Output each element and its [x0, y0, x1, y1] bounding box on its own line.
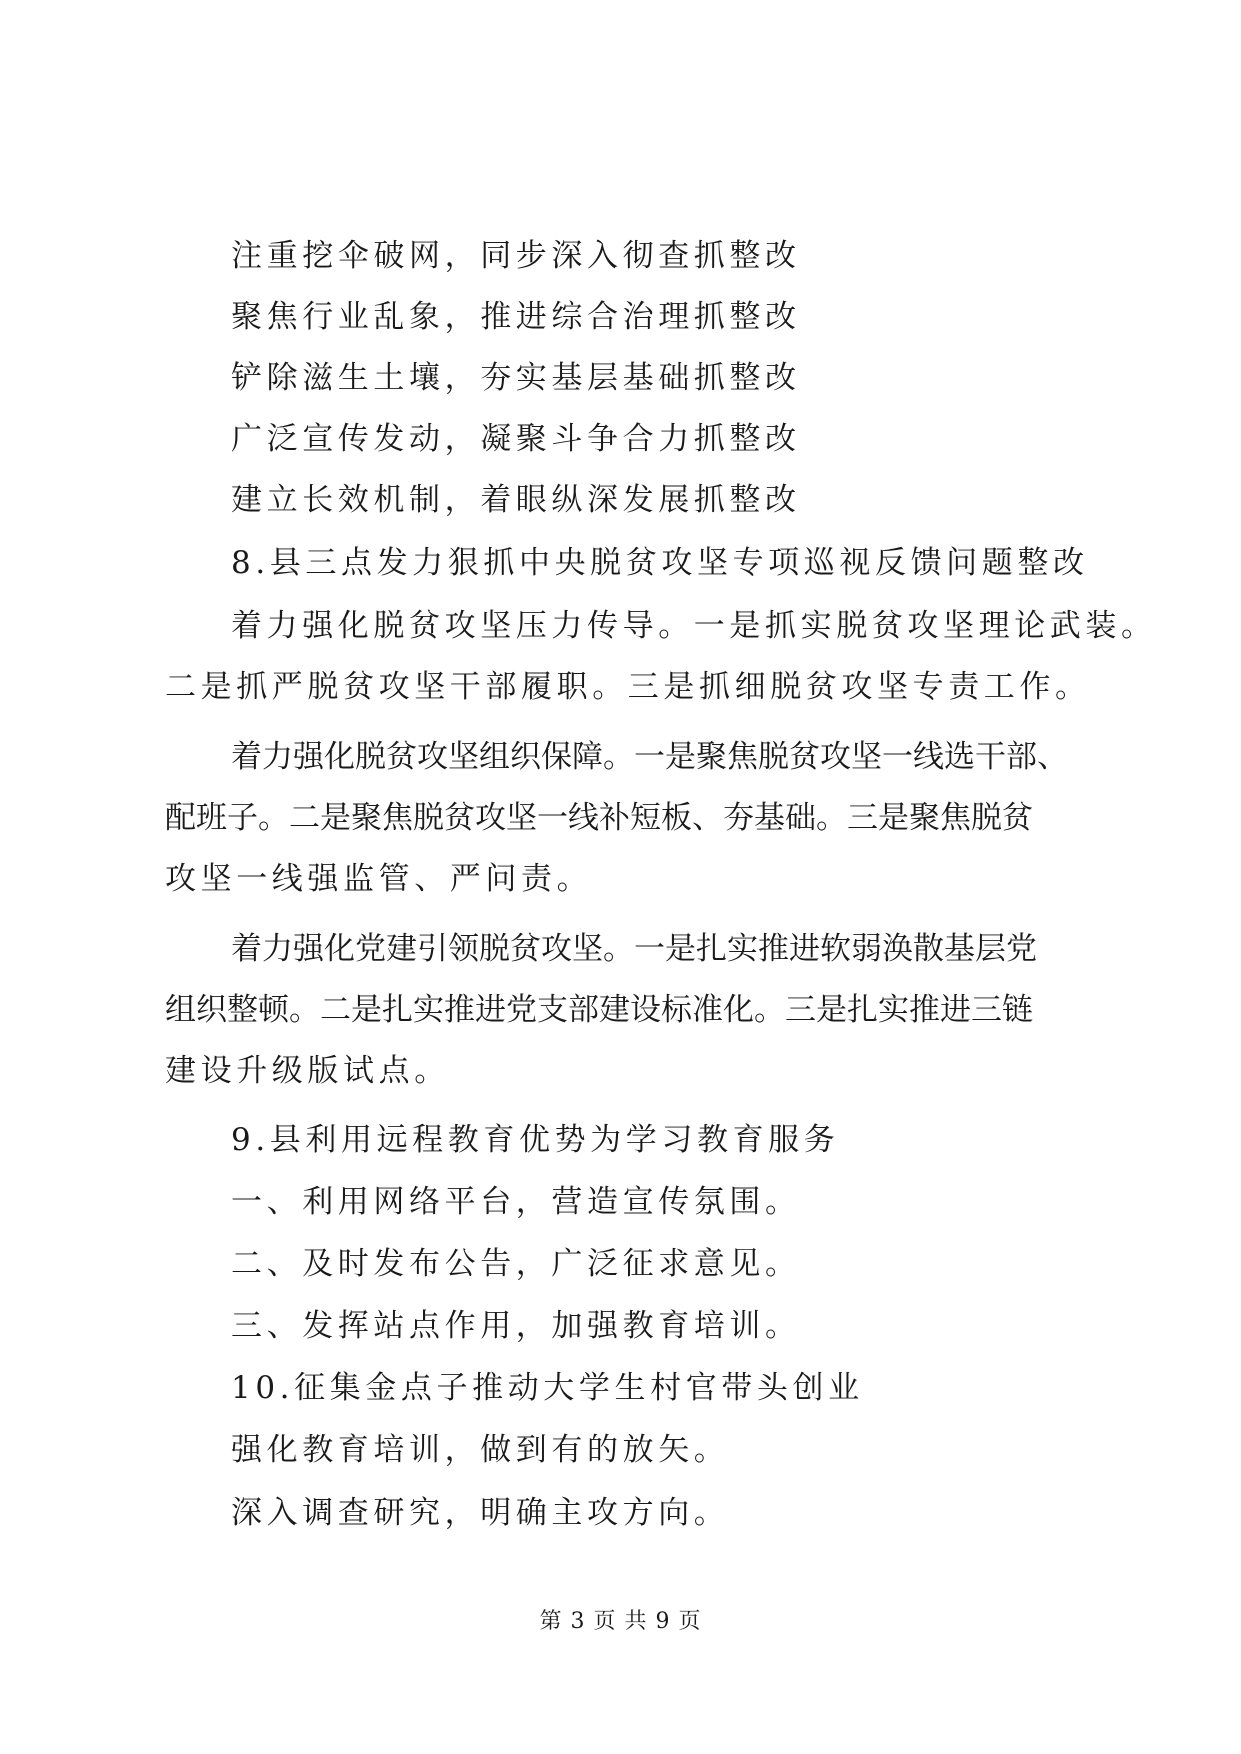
text-line: 三、发挥站点作用，加强教育培训。	[231, 1308, 801, 1344]
text-line: 建立长效机制，着眼纵深发展抓整改	[231, 482, 801, 518]
section-heading: 10.征集金点子推动大学生村官带头创业	[231, 1370, 864, 1406]
text-line: 二、及时发布公告，广泛征求意见。	[231, 1246, 801, 1282]
text-line: 聚焦行业乱象，推进综合治理抓整改	[231, 299, 801, 335]
text-line: 强化教育培训，做到有的放矢。	[231, 1432, 730, 1468]
text-line: 二是抓严脱贫攻坚干部履职。三是抓细脱贫攻坚专责工作。	[165, 669, 1091, 705]
text-line: 着力强化脱贫攻坚压力传导。一是抓实脱贫攻坚理论武装。	[231, 608, 1157, 644]
text-line: 组织整顿。二是扎实推进党支部建设标准化。三是扎实推进三链	[165, 992, 1033, 1028]
text-line: 攻坚一线强监管、严问责。	[165, 861, 593, 897]
text-line: 广泛宣传发动，凝聚斗争合力抓整改	[231, 421, 801, 457]
section-heading: 8.县三点发力狠抓中央脱贫攻坚专项巡视反馈问题整改	[231, 545, 1089, 581]
text-line: 注重挖伞破网，同步深入彻查抓整改	[231, 238, 801, 274]
text-line: 配班子。二是聚焦脱贫攻坚一线补短板、夯基础。三是聚焦脱贫	[165, 800, 1033, 836]
text-line: 着力强化党建引领脱贫攻坚。一是扎实推进软弱涣散基层党	[231, 931, 1037, 967]
text-line: 建设升级版试点。	[165, 1053, 450, 1089]
text-line: 深入调查研究，明确主攻方向。	[231, 1495, 730, 1531]
section-heading: 9.县利用远程教育优势为学习教育服务	[231, 1122, 840, 1158]
text-line: 着力强化脱贫攻坚组织保障。一是聚焦脱贫攻坚一线选干部、	[231, 739, 1068, 775]
text-line: 一、利用网络平台，营造宣传氛围。	[231, 1184, 801, 1220]
text-line: 铲除滋生土壤，夯实基层基础抓整改	[231, 360, 801, 396]
page-number-footer: 第 3 页 共 9 页	[539, 1609, 702, 1634]
